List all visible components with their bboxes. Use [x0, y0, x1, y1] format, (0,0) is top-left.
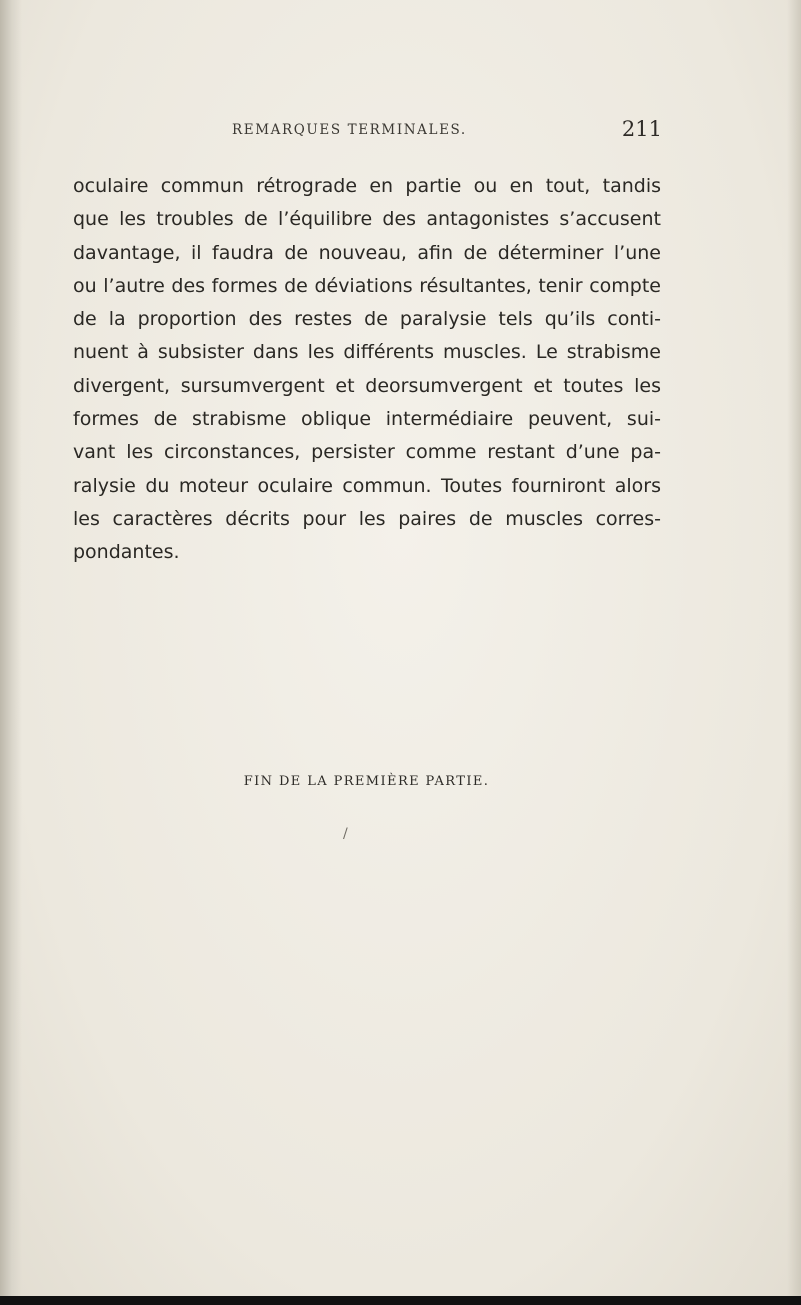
- text-line: oculaire commun rétrograde en partie ou en tout, tandis: [73, 175, 661, 197]
- body-paragraph: [73, 170, 661, 570]
- page-header: [232, 117, 662, 146]
- text-line: pondantes.: [73, 541, 180, 564]
- text-line: vant les circonstances, persister comme restant d’une pa-: [73, 441, 661, 464]
- text-line: les caractères décrits pour les paires de muscles corres-: [73, 507, 661, 530]
- page-number: 211: [621, 117, 662, 141]
- text-line: davantage, il faudra de nouveau, afin de déterminer l’une: [73, 241, 661, 264]
- stray-pen-mark: /: [343, 826, 348, 842]
- text-line: formes de strabisme oblique intermédiaire peuvent, sui-: [73, 408, 661, 431]
- text-line: ou l’autre des formes de déviations résultantes, tenir compte: [73, 274, 661, 297]
- text-line: de la proportion des restes de paralysie tels qu’ils conti-: [73, 308, 661, 331]
- text-line: divergent, sursumvergent et deorsumvergent et toutes les: [73, 374, 661, 397]
- text-line: nuent à subsister dans les différents muscles. Le strabisme: [73, 341, 661, 364]
- scan-bottom-border: [0, 1296, 801, 1305]
- text-line: ralysie du moteur oculaire commun. Toutes fourniront alors: [73, 474, 661, 497]
- page-edge-shadow: [787, 0, 801, 1305]
- end-of-part-caption: FIN DE LA PREMIÈRE PARTIE.: [243, 774, 490, 789]
- running-head: REMARQUES TERMINALES.: [232, 122, 467, 138]
- text-line: que les troubles de l’équilibre des antagonistes s’accusent: [73, 208, 661, 231]
- page-binding-shadow: [0, 0, 22, 1305]
